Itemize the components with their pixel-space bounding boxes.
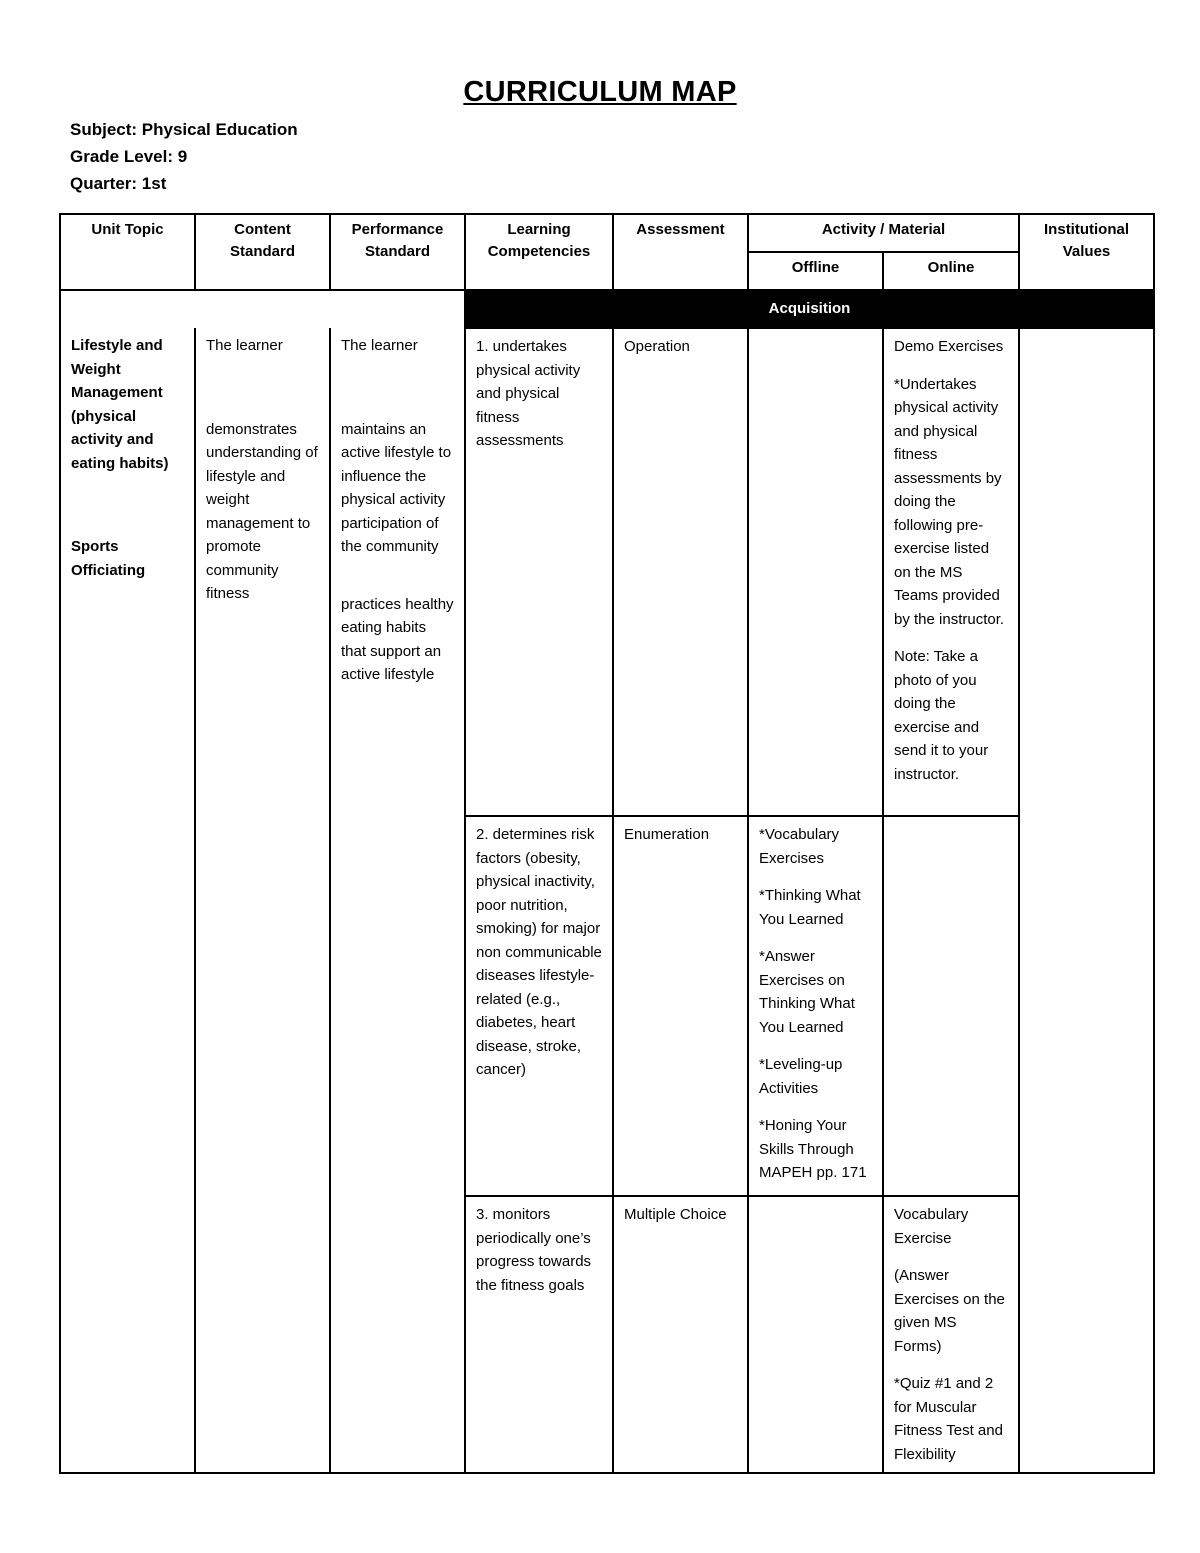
document-meta (70, 116, 298, 197)
offline-2-item: *Leveling-up Activities (759, 1056, 843, 1097)
performance-standard-text-2: practices healthy eating habits that support an active lifestyle (341, 595, 454, 683)
header-learning-competencies: Learning Competencies (465, 214, 613, 290)
document-title: CURRICULUM MAP (463, 76, 737, 108)
header-unit-topic: Unit Topic (60, 214, 195, 290)
unit-topic-cell (60, 328, 195, 1473)
header-assessment: Assessment (613, 214, 748, 290)
offline-2-item: *Thinking What You Learned (759, 887, 861, 928)
online-1-item: *Undertakes physical activity and physical fitness assessments by doing the following pre-exercise listed on the MS Teams provided by the instructor. (894, 375, 1005, 628)
online-1-item: Note: Take a photo of you doing the exercise and send it to your instructor. (894, 648, 989, 783)
performance-standard-text-1: maintains an active lifestyle to influence the physical activity participation of the community (341, 420, 452, 555)
offline-3 (748, 1196, 883, 1473)
header-institutional-values: Institutional Values (1019, 214, 1154, 290)
subject-line: Subject: Physical Education (70, 120, 298, 139)
online-3-item: *Quiz #1 and 2 for Muscular Fitness Test and Flexibility (894, 1375, 1003, 1463)
online-2 (883, 816, 1019, 1196)
header-online: Online (883, 252, 1019, 290)
offline-1 (748, 328, 883, 816)
unit-topic-2: Sports Officiating (71, 538, 146, 579)
institutional-values-cell (1019, 328, 1154, 1473)
header-content-standard: Content Standard (195, 214, 330, 290)
assessment-2: Enumeration (613, 816, 748, 1196)
online-3-item: Vocabulary Exercise (894, 1206, 969, 1247)
online-3-item: (Answer Exercises on the given MS Forms) (894, 1267, 1005, 1355)
competency-1: 1. undertakes physical activity and physical fitness assessments (465, 328, 613, 816)
curriculum-table (59, 213, 1155, 1474)
grade-line: Grade Level: 9 (70, 147, 188, 166)
online-1-item: Demo Exercises (894, 338, 1004, 355)
header-activity-material: Activity / Material (748, 214, 1019, 252)
offline-2 (748, 816, 883, 1196)
online-1 (883, 328, 1019, 816)
performance-standard-cell (330, 328, 465, 1473)
performance-standard-lead: The learner (341, 337, 418, 354)
acquisition-spacer (60, 290, 465, 328)
quarter-line: Quarter: 1st (70, 174, 167, 193)
content-standard-cell (195, 328, 330, 1473)
assessment-3: Multiple Choice (613, 1196, 748, 1473)
header-offline: Offline (748, 252, 883, 290)
header-performance-standard: Performance Standard (330, 214, 465, 290)
content-standard-text: demonstrates understanding of lifestyle and weight management to promote community fitness (206, 420, 318, 602)
unit-topic-1: Lifestyle and Weight Management (physical activity and eating habits) (71, 337, 169, 472)
competency-2: 2. determines risk factors (obesity, physical inactivity, poor nutrition, smoking) for major non communicable diseases lifestyle-related (e.g., diabetes, heart disease, stroke, cancer) (465, 816, 613, 1196)
offline-2-item: *Answer Exercises on Thinking What You Learned (759, 948, 855, 1036)
offline-2-item: *Vocabulary Exercises (759, 826, 840, 867)
phase-acquisition: Acquisition (465, 290, 1154, 328)
online-3 (883, 1196, 1019, 1473)
assessment-1: Operation (613, 328, 748, 816)
offline-2-item: *Honing Your Skills Through MAPEH pp. 171 (759, 1117, 867, 1181)
content-standard-lead: The learner (206, 337, 283, 354)
competency-3: 3. monitors periodically one’s progress towards the fitness goals (465, 1196, 613, 1473)
